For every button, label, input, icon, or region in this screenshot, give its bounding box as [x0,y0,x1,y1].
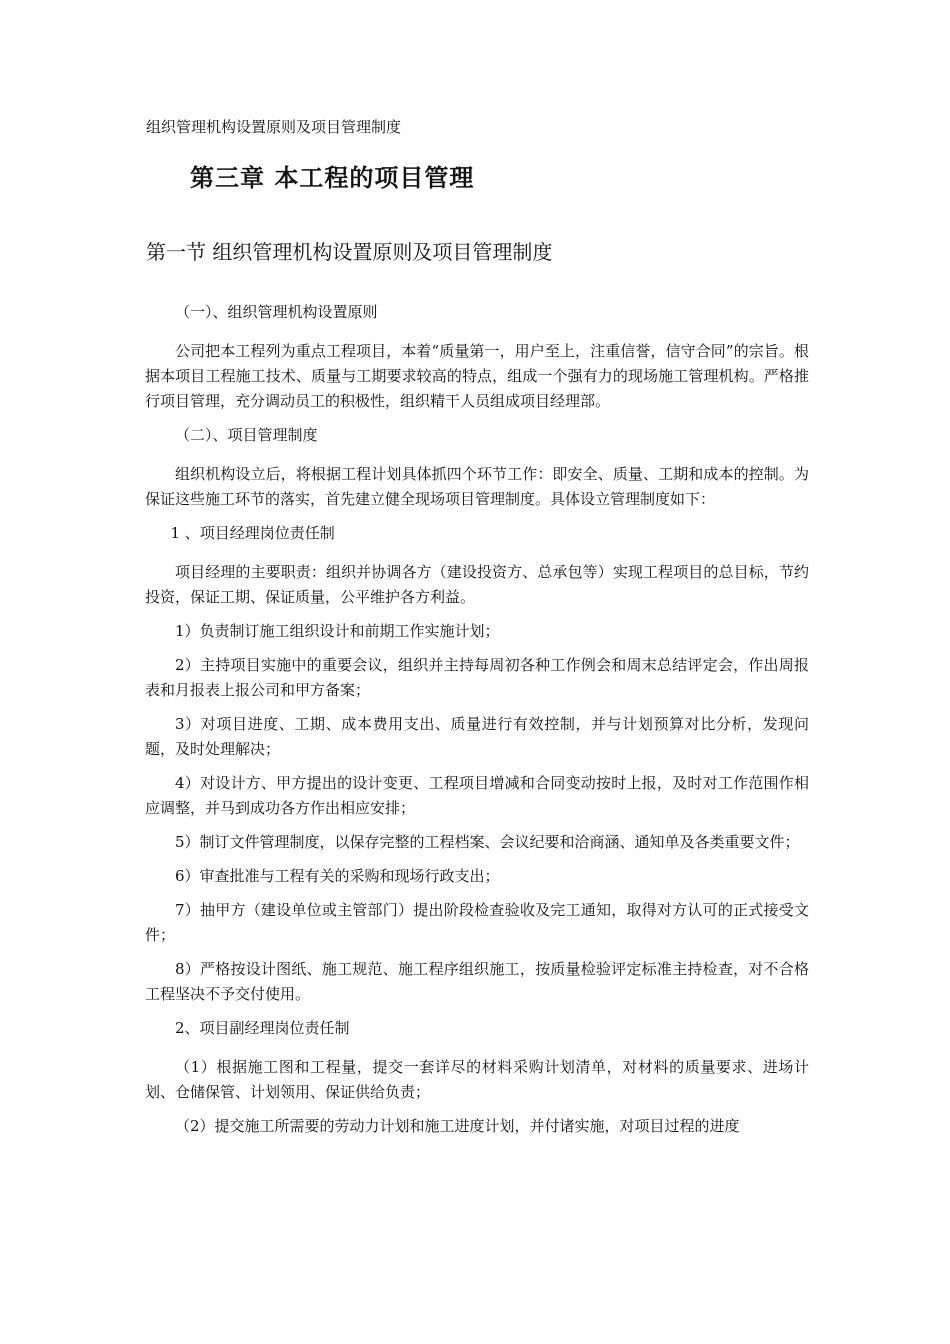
list-item: 4）对设计方、甲方提出的设计变更、工程项目增减和合同变动按时上报，及时对工作范围作相应调整，并马到成功各方作出相应安排； [145,774,809,817]
subheading-principles: （一）、组织管理机构设置原则 [175,303,378,321]
subheading-manager-responsibility: 1 、项目经理岗位责任制 [170,524,335,542]
subheading-deputy-manager-responsibility: 2、项目副经理岗位责任制 [175,1019,350,1037]
chapter-title: 第三章 本工程的项目管理 [190,164,475,192]
list-item: 7）抽甲方（建设单位或主管部门）提出阶段检查验收及完工通知，取得对方认可的正式接受文件； [145,901,809,944]
list-item: 2）主持项目实施中的重要会议，组织并主持每周初各种工作例会和周末总结评定会，作出周报表和月报表上报公司和甲方备案； [145,656,809,699]
document-body [145,300,809,1148]
paragraph: 项目经理的主要职责：组织并协调各方（建设投资方、总承包等）实现工程项目的总目标，节约投资，保证工期、保证质量，公平维护各方利益。 [145,563,809,606]
document-header: 组织管理机构设置原则及项目管理制度 [146,118,402,136]
list-item: 6）审查批准与工程有关的采购和现场行政支出； [175,867,500,885]
paragraph: 公司把本工程列为重点工程项目，本着“质量第一，用户至上，注重信誉，信守合同”的宗旨。根据本项目工程施工技术、质量与工期要求较高的特点，组成一个强有力的现场施工管理机构。严格推行项目管理，充分调动员工的积极性，组织精干人员组成项目经理部。 [145,342,809,410]
list-item: 3）对项目进度、工期、成本费用支出、质量进行有效控制，并与计划预算对比分析，发现问题，及时处理解决； [145,715,809,758]
list-item: 1）负责制订施工组织设计和前期工作实施计划； [175,622,500,640]
list-item: 8）严格按设计图纸、施工规范、施工程序组织施工，按质量检验评定标准主持检查，对不合格工程坚决不予交付使用。 [145,960,809,1003]
section-title: 第一节 组织管理机构设置原则及项目管理制度 [146,240,553,264]
subheading-management-system: （二）、项目管理制度 [175,426,318,444]
list-item: 5）制订文件管理制度，以保存完整的工程档案、会议纪要和洽商涵、通知单及各类重要文件； [175,833,800,851]
list-item: （1）根据施工图和工程量，提交一套详尽的材料采购计划清单，对材料的质量要求、进场计划、仓储保管、计划领用、保证供给负责； [145,1058,809,1101]
list-item: （2）提交施工所需要的劳动力计划和施工进度计划，并付诸实施，对项目过程的进度 [175,1117,740,1135]
paragraph: 组织机构设立后，将根据工程计划具体抓四个环节工作：即安全、质量、工期和成本的控制。为保证这些施工环节的落实，首先建立健全现场项目管理制度。具体设立管理制度如下： [145,465,809,508]
